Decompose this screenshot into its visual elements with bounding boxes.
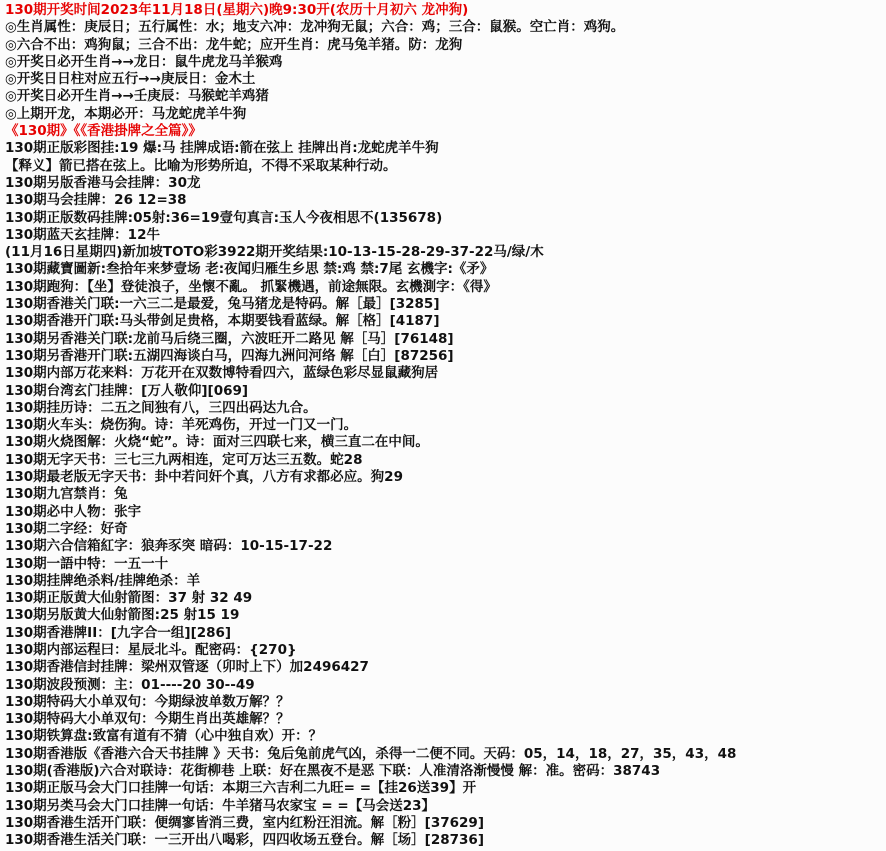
- text-line-alt-hk-jockey-guapai: 130期另版香港马会挂牌：30龙: [5, 174, 201, 191]
- text-line-digital-guapai: 130期正版数码挂牌:05射:36=19壹句真言:玉人今夜相思不(135678): [5, 209, 443, 226]
- text-line-zodiac-attributes: ◎生肖属性：庚辰日；五行属性：水；地支六冲：龙冲狗无鼠；六合：鸡；三合：鼠猴。空亡肖：鸡狗。: [5, 19, 625, 36]
- text-line-hk-life-closing-couplet: 130期香港生活关门联：一三开出八喝彩，四四收场五登台。解［场］[28736]: [5, 832, 484, 849]
- text-line-alt-hk-opening-couplet: 130期另香港开门联:五湖四海谈白马，四海九洲问河络 解［白］[87256]: [5, 347, 454, 364]
- text-line-alt-hk-closing-couplet: 130期另香港关门联:龙前马后绕三圈，六波旺开二路见 解［马］[76148]: [5, 330, 454, 347]
- text-line-bluesky-guapai: 130期蓝天玄挂牌：12牛: [5, 226, 160, 243]
- text-line-internal-fortune: 130期内部运程曰：星辰北斗。配密码：{270}: [5, 641, 297, 658]
- text-line-five-elements: ◎开奖日日柱对应五行→→庚辰日：金木土: [5, 71, 256, 88]
- text-line-band-prediction: 130期波段预测：主：01----20 30--49: [5, 676, 255, 693]
- text-line-last-period: ◎上期开龙，本期必开：马龙蛇虎羊牛狗: [5, 105, 247, 122]
- text-line-liuhe-not-out: ◎六合不出：鸡狗鼠；三合不出：龙牛蛇；应开生肖：虎马兔羊猪。防：龙狗: [5, 36, 463, 53]
- text-line-couplet-poem: 130期(香港版)六合对联诗：花街柳巷 上联：好在黑夜不是恶 下联：人准清洛渐慢慢 解：准。密码：38743: [5, 763, 661, 780]
- text-line-must-open-zodiac-1: ◎开奖日必开生肖→→龙日：鼠牛虎龙马羊猴鸡: [5, 53, 283, 70]
- text-line-hk-life-opening-couplet: 130期香港生活开门联：便绸寥皆消三费，室内红粉汪泪流。解［粉］[37629]: [5, 814, 484, 831]
- text-line-official-wongtaisin-arrow: 130期正版黄大仙射箭图：37 射 32 49: [5, 590, 253, 607]
- text-line-alt-gate-sentence: 130期另类马会大门口挂牌一句话：牛羊猪马农家宝 = =【马会送23】: [5, 797, 435, 814]
- text-line-official-color-chart: 130期正版彩图挂:19 爆:马 挂牌成语:箭在弦上 挂牌出肖:龙蛇虎羊牛狗: [5, 140, 439, 157]
- text-line-taiwan-xuanmen-guapai: 130期台湾玄门挂牌：[万人敬仰][069]: [5, 382, 249, 399]
- text-line-must-open-zodiac-2: ◎开奖日必开生肖→→壬庚辰：马猴蛇羊鸡猪: [5, 88, 269, 105]
- text-line-internal-wanhua: 130期内部万花来料：万花开在双数博特看四六，蓝绿色彩尽显鼠藏狗居: [5, 365, 439, 382]
- text-line-official-gate-sentence: 130期正版马会大门口挂牌一句话：本期三六吉利二九旺= =【挂26送39】开: [5, 780, 477, 797]
- text-line-hk-heaven-book: 130期香港版《香港六合天书挂牌 》天书：兔后兔前虎气凶，杀得一二便不同。天码：05，14，18，27，35，43，48: [5, 745, 737, 762]
- text-line-calendar-poem: 130期挂历诗：二五之间独有八，三四出码达九合。: [5, 399, 317, 416]
- text-line-hk-opening-couplet: 130期香港开门联:马头带剑足贵格，本期要钱看蓝绿。解［格］[4187]: [5, 313, 440, 330]
- text-line-hk-envelope-guapai: 130期香港信封挂牌：梁州双管逐（卯时上下）加2496427: [5, 659, 369, 676]
- text-line-interpretation: 【释义】箭已搭在弦上。比喻为形势所迫，不得不采取某种行动。: [5, 157, 397, 174]
- text-line-special-code-sentence-1: 130期特码大小单双句：今期绿波单数万解？？: [5, 693, 290, 710]
- text-line-mailbox-red-words: 130期六合信箱紅字：狼奔豕突 暗码：10-15-17-22: [5, 538, 333, 555]
- text-line-oldest-wordless-book: 130期最老版无字天书：卦中若问奸个真，八方有求都必应。狗29: [5, 469, 403, 486]
- text-line-treasure-map: 130期藏寶圖新:叁拾年来梦壹场 老:夜闻归雁生乡思 禁:鸡 禁:7尾 玄機字:《矛》: [5, 261, 494, 278]
- text-line-jiugong-forbidden: 130期九宫禁肖：兔: [5, 486, 128, 503]
- text-line-jockey-guapai: 130期马会挂牌：26 12=38: [5, 192, 187, 209]
- text-line-one-phrase-special: 130期一語中特：一五一十: [5, 555, 169, 572]
- text-line-running-dog: 130期跑狗：【坐】登徒浪子，坐懷不亂。 抓緊機遇，前途無限。玄機測字：《得》: [5, 278, 497, 295]
- text-line-hk-closing-couplet: 130期香港关门联:一六三二是最爱，兔马猪龙是特码。解［最］[3285]: [5, 296, 440, 313]
- text-line-train-head: 130期火车头：烧伤狗。诗：羊死鸡伤，开过一门又一门。: [5, 417, 358, 434]
- text-line-iron-abacus: 130期铁算盘:致富有道有不猜（心中独自欢）开：？: [5, 728, 323, 745]
- draw-time-header: 130期开奖时间2023年11月18日(星期六)晚9:30开(农历十月初六 龙冲狗): [5, 2, 469, 18]
- text-line-guapai-kill: 130期挂牌绝杀料/挂牌绝杀：羊: [5, 572, 201, 589]
- text-line-hk-pai: 130期香港牌II：[九字合一组][286]: [5, 624, 232, 641]
- text-line-alt-wongtaisin-arrow: 130期另版黄大仙射箭图:25 射15 19: [5, 607, 240, 624]
- section-title-hk-guapai: 《130期》《《香港掛牌之全篇》》: [5, 123, 202, 140]
- text-line-special-code-sentence-2: 130期特码大小单双句：今期生肖出英雄解？？: [5, 711, 290, 728]
- text-line-two-word-scripture: 130期二字经：好奇: [5, 520, 128, 537]
- text-line-singapore-toto-result: (11月16日星期四)新加坡TOTO彩3922期开奖结果:10-13-15-28-29-37-22马/绿/木: [5, 244, 544, 261]
- text-line-fire-chart: 130期火烧图解：火烧“蛇”。诗：面对三四联七来，横三直二在中间。: [5, 434, 429, 451]
- text-line-wordless-book: 130期无字天书：三七三九两相连，定可万达三五数。蛇28: [5, 451, 363, 468]
- text-line-must-hit-person: 130期必中人物：张宇: [5, 503, 142, 520]
